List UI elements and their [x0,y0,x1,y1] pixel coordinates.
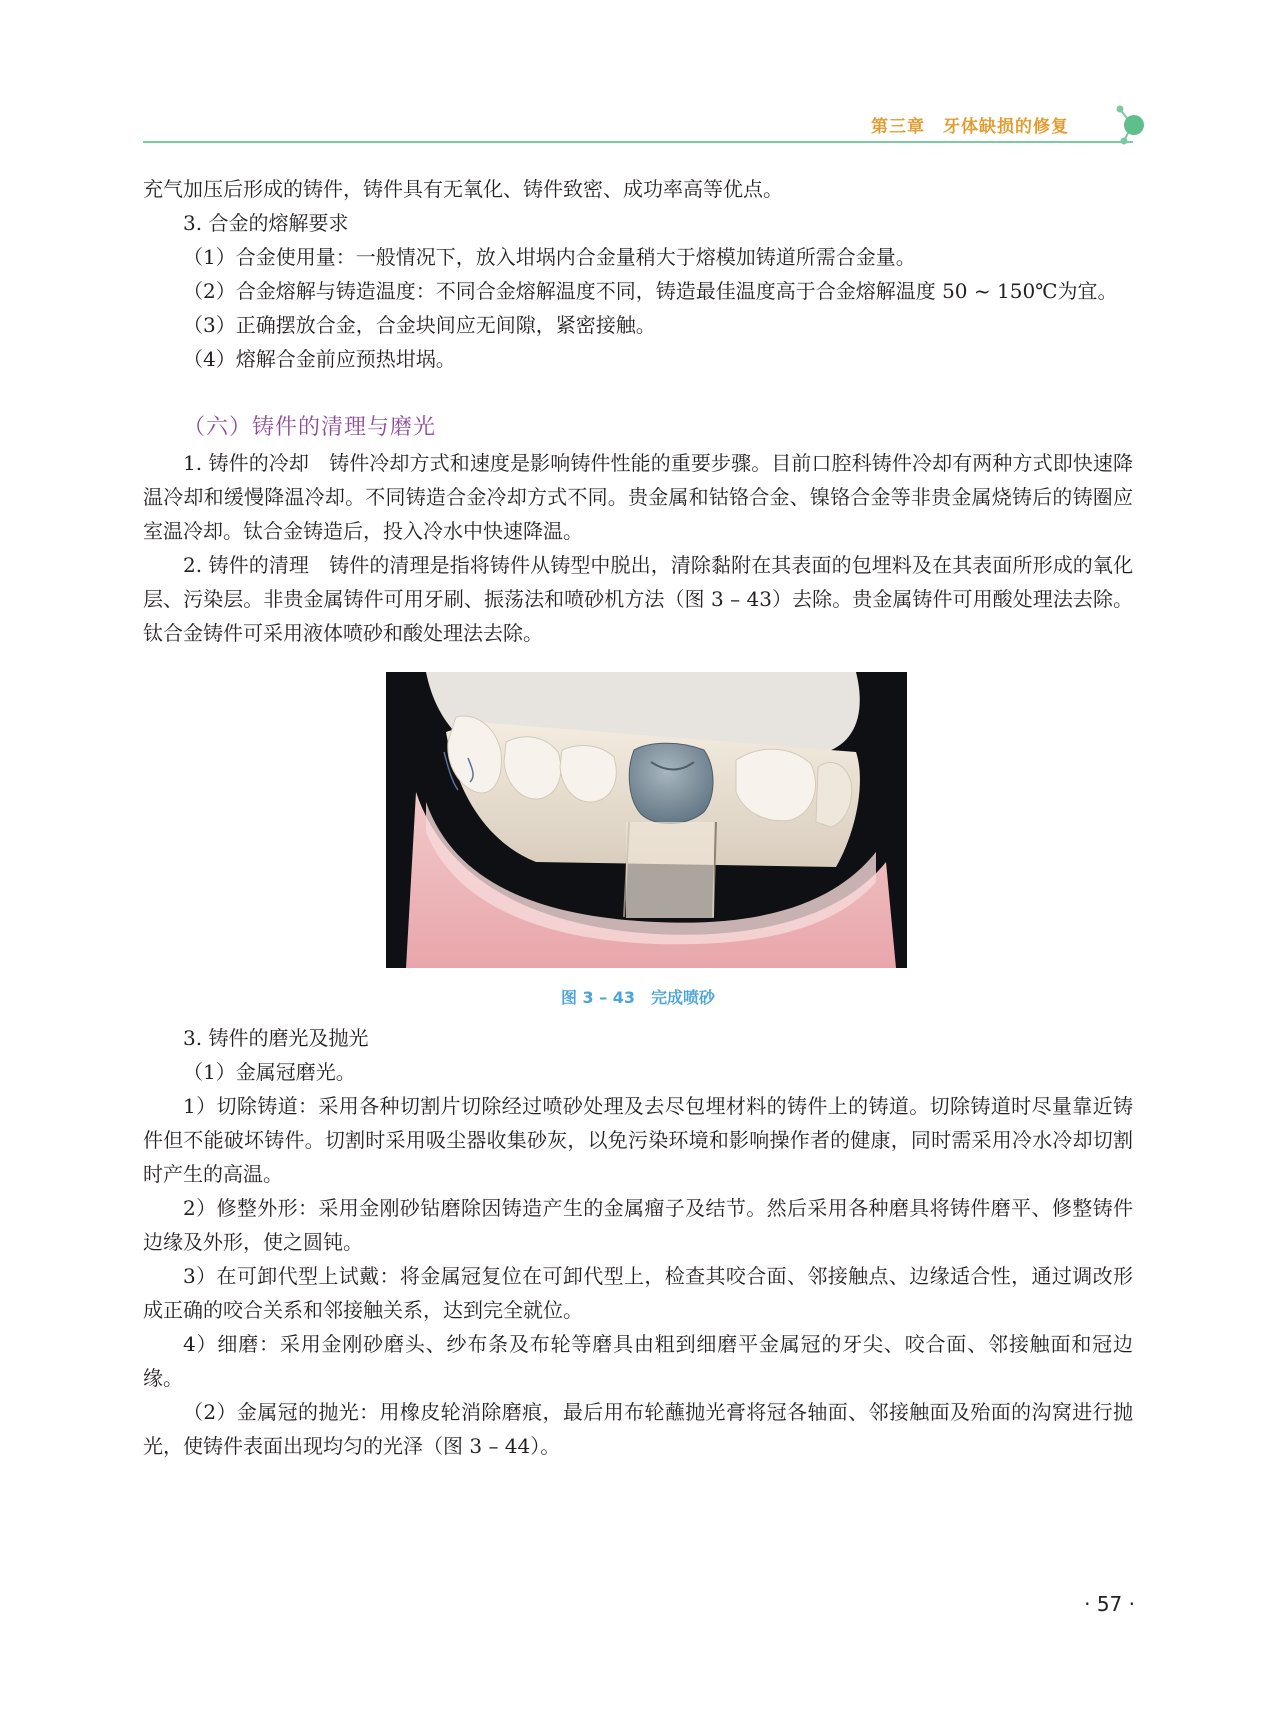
paragraph: （4）熔解合金前应预热坩埚。 [183,347,456,371]
header-rule [143,141,1133,143]
chapter-header-title: 第三章 牙体缺损的修复 [871,117,1069,137]
dental-model-illustration [386,672,907,968]
paragraph: 3. 铸件的磨光及抛光 [183,1026,369,1050]
paragraph: （2）合金熔解与铸造温度：不同合金熔解温度不同，铸造最佳温度高于合金熔解温度 50 ~ 150℃为宜。 [183,279,1118,303]
paragraph: 1. 铸件的冷却 铸件冷却方式和速度是影响铸件性能的重要步骤。目前口腔科铸件冷却有两种方式即快速降温冷却和缓慢降温冷却。不同铸造合金冷却方式不同。贵金属和钴铬合金、镍铬合金等非贵金属烧铸后的铸圈应室温冷却。钛合金铸造后，投入冷水中快速降温。 [143,451,1133,543]
section-heading: （六）铸件的清理与磨光 [183,415,437,440]
paragraph: 1）切除铸道：采用各种切割片切除经过喷砂处理及去尽包埋材料的铸件上的铸道。切除铸道时尽量靠近铸件但不能破坏铸件。切割时采用吸尘器收集砂灰，以免污染环境和影响操作者的健康，同时需采用冷水冷却切割时产生的高温。 [143,1094,1133,1186]
figure-dental-model-photo [386,672,907,968]
paragraph: （1）合金使用量：一般情况下，放入坩埚内合金量稍大于熔模加铸道所需合金量。 [183,245,916,269]
paragraph: （2）金属冠的抛光：用橡皮轮消除磨痕，最后用布轮蘸抛光膏将冠各轴面、邻接触面及殆面的沟窝进行抛光，使铸件表面出现均匀的光泽（图 3 – 44）。 [143,1400,1133,1458]
text-block-3 [143,1021,1133,1463]
figure-caption: 图 3 – 43 完成喷砂 [560,988,716,1007]
paragraph: 2）修整外形：采用金刚砂钻磨除因铸造产生的金属瘤子及结节。然后采用各种磨具将铸件磨平、修整铸件边缘及外形，使之圆钝。 [143,1196,1133,1254]
paragraph: 充气加压后形成的铸件，铸件具有无氧化、铸件致密、成功率高等优点。 [143,177,783,201]
paragraph: （1）金属冠磨光。 [183,1060,356,1084]
paragraph: 2. 铸件的清理 铸件的清理是指将铸件从铸型中脱出，清除黏附在其表面的包埋料及在其表面所形成的氧化层、污染层。非贵金属铸件可用牙刷、振荡法和喷砂机方法（图 3 – 43）去除。贵金属铸件可用酸处理法去除。钛合金铸件可采用液体喷砂和酸处理法去除。 [143,553,1133,645]
paragraph: （3）正确摆放合金，合金块间应无间隙，紧密接触。 [183,313,656,337]
paragraph: 3）在可卸代型上试戴：将金属冠复位在可卸代型上，检查其咬合面、邻接触点、边缘适合性，通过调改形成正确的咬合关系和邻接触关系，达到完全就位。 [143,1264,1133,1322]
text-block-1 [143,172,1133,376]
paragraph: 4）细磨：采用金刚砂磨头、纱布条及布轮等磨具由粗到细磨平金属冠的牙尖、咬合面、邻接触面和冠边缘。 [143,1332,1133,1390]
text-block-2 [143,410,1133,650]
molecule-ornament-icon [1108,103,1156,151]
paragraph: 3. 合金的熔解要求 [183,211,349,235]
page-number: · 57 · [1084,1592,1135,1616]
